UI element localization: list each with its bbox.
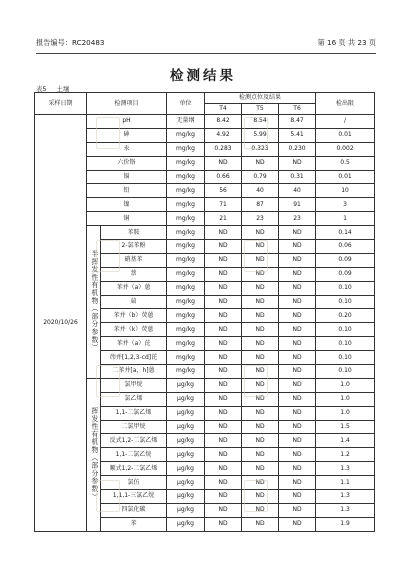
- t5-cell: ND: [242, 448, 279, 462]
- item-cell: 汞: [87, 142, 167, 156]
- limit-cell: 1.3: [316, 462, 375, 476]
- results-table: [34, 92, 375, 532]
- t5-cell: ND: [242, 462, 279, 476]
- t4-cell: ND: [205, 351, 242, 365]
- unit-cell: mg/kg: [167, 365, 205, 379]
- watermark-stamp: [244, 480, 268, 512]
- t4-cell: ND: [205, 406, 242, 420]
- t6-cell: ND: [279, 503, 316, 517]
- t6-cell: 40: [279, 184, 316, 198]
- watermark-stamp: [96, 240, 120, 272]
- t6-cell: ND: [279, 392, 316, 406]
- t5-cell: ND: [242, 420, 279, 434]
- unit-cell: mg/kg: [167, 253, 205, 267]
- t6-cell: 23: [279, 212, 316, 226]
- unit-cell: mg/kg: [167, 142, 205, 156]
- item-cell: pH: [87, 115, 167, 129]
- t6-cell: 91: [279, 198, 316, 212]
- t6-cell: ND: [279, 517, 316, 531]
- t6-cell: ND: [279, 351, 316, 365]
- results-body: [35, 115, 375, 532]
- item-cell: 1,1,1-三氯乙烷: [101, 490, 167, 504]
- t5-cell: ND: [242, 240, 279, 254]
- unit-cell: μg/kg: [167, 420, 205, 434]
- unit-cell: μg/kg: [167, 406, 205, 420]
- limit-cell: 1.0: [316, 406, 375, 420]
- sample-date-cell: 2020/10/26: [35, 115, 87, 532]
- unit-cell: mg/kg: [167, 267, 205, 281]
- limit-cell: 1.0: [316, 378, 375, 392]
- watermark-stamp: [96, 117, 120, 149]
- unit-cell: mg/kg: [167, 309, 205, 323]
- watermark-stamp: [244, 117, 268, 149]
- t5-cell: 5.99: [242, 128, 279, 142]
- t4-cell: 8.42: [205, 115, 242, 129]
- unit-cell: mg/kg: [167, 281, 205, 295]
- item-cell: 二氯甲烷: [101, 420, 167, 434]
- group-svoc-label: 半挥发性有机物（部分参数）: [89, 250, 98, 352]
- t6-cell: ND: [279, 448, 316, 462]
- t4-cell: ND: [205, 476, 242, 490]
- unit-cell: μg/kg: [167, 434, 205, 448]
- item-cell: 二苯并[a，h]蒽: [101, 365, 167, 379]
- limit-cell: 10: [316, 184, 375, 198]
- item-cell: 氯乙烯: [101, 392, 167, 406]
- t5-cell: ND: [242, 434, 279, 448]
- limit-cell: 0.01: [316, 170, 375, 184]
- t5-cell: ND: [242, 503, 279, 517]
- t6-cell: ND: [279, 406, 316, 420]
- item-cell: 顺式1,2-二氯乙烯: [101, 462, 167, 476]
- limit-cell: 0.01: [316, 128, 375, 142]
- t6-cell: ND: [279, 378, 316, 392]
- item-cell: 茚并[1,2,3-cd]芘: [101, 351, 167, 365]
- item-cell: 硝基苯: [101, 253, 167, 267]
- t5-cell: ND: [242, 378, 279, 392]
- table-name: 土壤: [56, 85, 70, 93]
- limit-cell: 0.10: [316, 337, 375, 351]
- t4-cell: 56: [205, 184, 242, 198]
- limit-cell: 0.002: [316, 142, 375, 156]
- t5-cell: ND: [242, 253, 279, 267]
- t5-cell: ND: [242, 392, 279, 406]
- t4-cell: 0.66: [205, 170, 242, 184]
- col-t5: T5: [242, 104, 279, 115]
- limit-cell: 0.09: [316, 253, 375, 267]
- t4-cell: ND: [205, 490, 242, 504]
- t4-cell: ND: [205, 253, 242, 267]
- t4-cell: ND: [205, 434, 242, 448]
- unit-cell: μg/kg: [167, 392, 205, 406]
- limit-cell: /: [316, 115, 375, 129]
- t6-cell: 8.47: [279, 115, 316, 129]
- header-divider: [36, 53, 376, 54]
- item-cell: 铜: [87, 212, 167, 226]
- col-points: 检测点位及结果: [205, 93, 316, 104]
- t6-cell: ND: [279, 309, 316, 323]
- t5-cell: ND: [242, 351, 279, 365]
- limit-cell: 1.9: [316, 517, 375, 531]
- unit-cell: mg/kg: [167, 351, 205, 365]
- t6-cell: ND: [279, 267, 316, 281]
- item-cell: 苯并（k）荧蒽: [101, 323, 167, 337]
- t5-cell: ND: [242, 226, 279, 240]
- item-cell: 四氯化碳: [101, 503, 167, 517]
- item-cell: 铅: [87, 184, 167, 198]
- t5-cell: 0.79: [242, 170, 279, 184]
- unit-cell: μg/kg: [167, 517, 205, 531]
- limit-cell: 1.0: [316, 392, 375, 406]
- limit-cell: 1.4: [316, 434, 375, 448]
- col-t4: T4: [205, 104, 242, 115]
- t6-cell: ND: [279, 281, 316, 295]
- t6-cell: ND: [279, 476, 316, 490]
- page-header: [36, 38, 376, 52]
- unit-cell: mg/kg: [167, 295, 205, 309]
- t6-cell: 5.41: [279, 128, 316, 142]
- t4-cell: 4.92: [205, 128, 242, 142]
- item-cell: 1,1-二氯乙烯: [101, 406, 167, 420]
- limit-cell: 0.10: [316, 281, 375, 295]
- t4-cell: ND: [205, 503, 242, 517]
- t5-cell: ND: [242, 323, 279, 337]
- limit-cell: 0.06: [316, 240, 375, 254]
- t5-cell: ND: [242, 365, 279, 379]
- t5-cell: ND: [242, 281, 279, 295]
- t4-cell: ND: [205, 240, 242, 254]
- item-cell: 萘: [101, 267, 167, 281]
- limit-cell: 1.2: [316, 448, 375, 462]
- item-cell: 苯并（a）芘: [101, 337, 167, 351]
- t6-cell: ND: [279, 337, 316, 351]
- unit-cell: mg/kg: [167, 226, 205, 240]
- col-limit: 检出限: [316, 93, 375, 115]
- t5-cell: ND: [242, 406, 279, 420]
- item-cell: 砷: [87, 128, 167, 142]
- unit-cell: μg/kg: [167, 462, 205, 476]
- page-title: 检测结果: [170, 68, 236, 84]
- col-sample-date: 采样日期: [35, 93, 87, 115]
- t5-cell: ND: [242, 337, 279, 351]
- t5-cell: 23: [242, 212, 279, 226]
- t5-cell: ND: [242, 295, 279, 309]
- t6-cell: ND: [279, 295, 316, 309]
- limit-cell: 0.10: [316, 323, 375, 337]
- item-cell: 氯仿: [101, 476, 167, 490]
- limit-cell: 0.10: [316, 351, 375, 365]
- unit-cell: mg/kg: [167, 323, 205, 337]
- t4-cell: ND: [205, 267, 242, 281]
- t6-cell: 0.31: [279, 170, 316, 184]
- t4-cell: ND: [205, 420, 242, 434]
- t4-cell: 71: [205, 198, 242, 212]
- item-cell: 苯并（b）荧蒽: [101, 309, 167, 323]
- watermark-stamp: [244, 240, 268, 272]
- table-number: 表5: [36, 85, 47, 93]
- t5-cell: 40: [242, 184, 279, 198]
- watermark-stamp: [244, 365, 268, 397]
- page-indicator: 第 16 页 共 23 页: [317, 38, 376, 47]
- t4-cell: ND: [205, 337, 242, 351]
- t5-cell: 8.54: [242, 115, 279, 129]
- limit-cell: 0.20: [316, 309, 375, 323]
- item-cell: 䓛: [101, 295, 167, 309]
- t4-cell: ND: [205, 323, 242, 337]
- item-cell: 苯: [101, 517, 167, 531]
- limit-cell: 1.5: [316, 420, 375, 434]
- item-cell: 2-氯苯酚: [101, 240, 167, 254]
- t6-cell: 0.230: [279, 142, 316, 156]
- t4-cell: ND: [205, 309, 242, 323]
- t6-cell: ND: [279, 420, 316, 434]
- t5-cell: ND: [242, 517, 279, 531]
- t5-cell: 87: [242, 198, 279, 212]
- limit-cell: 0.5: [316, 156, 375, 170]
- limit-cell: 1.3: [316, 503, 375, 517]
- item-cell: 苯并（a）蒽: [101, 281, 167, 295]
- t5-cell: ND: [242, 267, 279, 281]
- t5-cell: ND: [242, 156, 279, 170]
- unit-cell: mg/kg: [167, 337, 205, 351]
- t5-cell: ND: [242, 476, 279, 490]
- unit-cell: μg/kg: [167, 503, 205, 517]
- t4-cell: ND: [205, 392, 242, 406]
- limit-cell: 0.10: [316, 295, 375, 309]
- unit-cell: μg/kg: [167, 378, 205, 392]
- report-number-label: 报告编号：: [36, 38, 72, 47]
- col-unit: 单位: [167, 93, 205, 115]
- item-cell: 1,1-二氯乙烷: [101, 448, 167, 462]
- t4-cell: ND: [205, 295, 242, 309]
- t6-cell: ND: [279, 253, 316, 267]
- t5-cell: ND: [242, 309, 279, 323]
- col-t6: T6: [279, 104, 316, 115]
- t4-cell: ND: [205, 281, 242, 295]
- limit-cell: 0.09: [316, 267, 375, 281]
- t4-cell: ND: [205, 365, 242, 379]
- item-cell: 六价铬: [87, 156, 167, 170]
- unit-cell: μg/kg: [167, 476, 205, 490]
- t5-cell: ND: [242, 490, 279, 504]
- t6-cell: ND: [279, 240, 316, 254]
- limit-cell: 0.10: [316, 365, 375, 379]
- watermark-stamp: [96, 365, 120, 397]
- t4-cell: ND: [205, 462, 242, 476]
- item-cell: 反式1,2-二氯乙烯: [101, 434, 167, 448]
- limit-cell: 0.14: [316, 226, 375, 240]
- t6-cell: ND: [279, 365, 316, 379]
- unit-cell: mg/kg: [167, 170, 205, 184]
- limit-cell: 3: [316, 198, 375, 212]
- t6-cell: ND: [279, 156, 316, 170]
- item-cell: 镉: [87, 170, 167, 184]
- t6-cell: ND: [279, 462, 316, 476]
- t4-cell: ND: [205, 156, 242, 170]
- unit-cell: 无量纲: [167, 115, 205, 129]
- col-item: 检测项目: [87, 93, 167, 115]
- unit-cell: mg/kg: [167, 156, 205, 170]
- report-number: [36, 38, 104, 48]
- unit-cell: μg/kg: [167, 490, 205, 504]
- unit-cell: mg/kg: [167, 128, 205, 142]
- t6-cell: ND: [279, 490, 316, 504]
- t6-cell: ND: [279, 434, 316, 448]
- limit-cell: 1.3: [316, 490, 375, 504]
- item-cell: 苯胺: [101, 226, 167, 240]
- t4-cell: ND: [205, 517, 242, 531]
- unit-cell: mg/kg: [167, 184, 205, 198]
- table-row: [35, 115, 375, 129]
- unit-cell: mg/kg: [167, 240, 205, 254]
- t6-cell: ND: [279, 323, 316, 337]
- t4-cell: ND: [205, 226, 242, 240]
- item-cell: 镍: [87, 198, 167, 212]
- group-voc-label: 挥发性有机物（部分参数）: [89, 407, 98, 501]
- unit-cell: μg/kg: [167, 448, 205, 462]
- limit-cell: 1.1: [316, 476, 375, 490]
- t6-cell: ND: [279, 226, 316, 240]
- unit-cell: mg/kg: [167, 212, 205, 226]
- unit-cell: mg/kg: [167, 198, 205, 212]
- limit-cell: 1: [316, 212, 375, 226]
- t4-cell: 0.283: [205, 142, 242, 156]
- report-number-value: RC20483: [71, 38, 105, 47]
- t4-cell: ND: [205, 378, 242, 392]
- t4-cell: ND: [205, 448, 242, 462]
- watermark-stamp: [96, 480, 120, 512]
- item-cell: 氯甲烷: [101, 378, 167, 392]
- t4-cell: 21: [205, 212, 242, 226]
- t5-cell: 0.323: [242, 142, 279, 156]
